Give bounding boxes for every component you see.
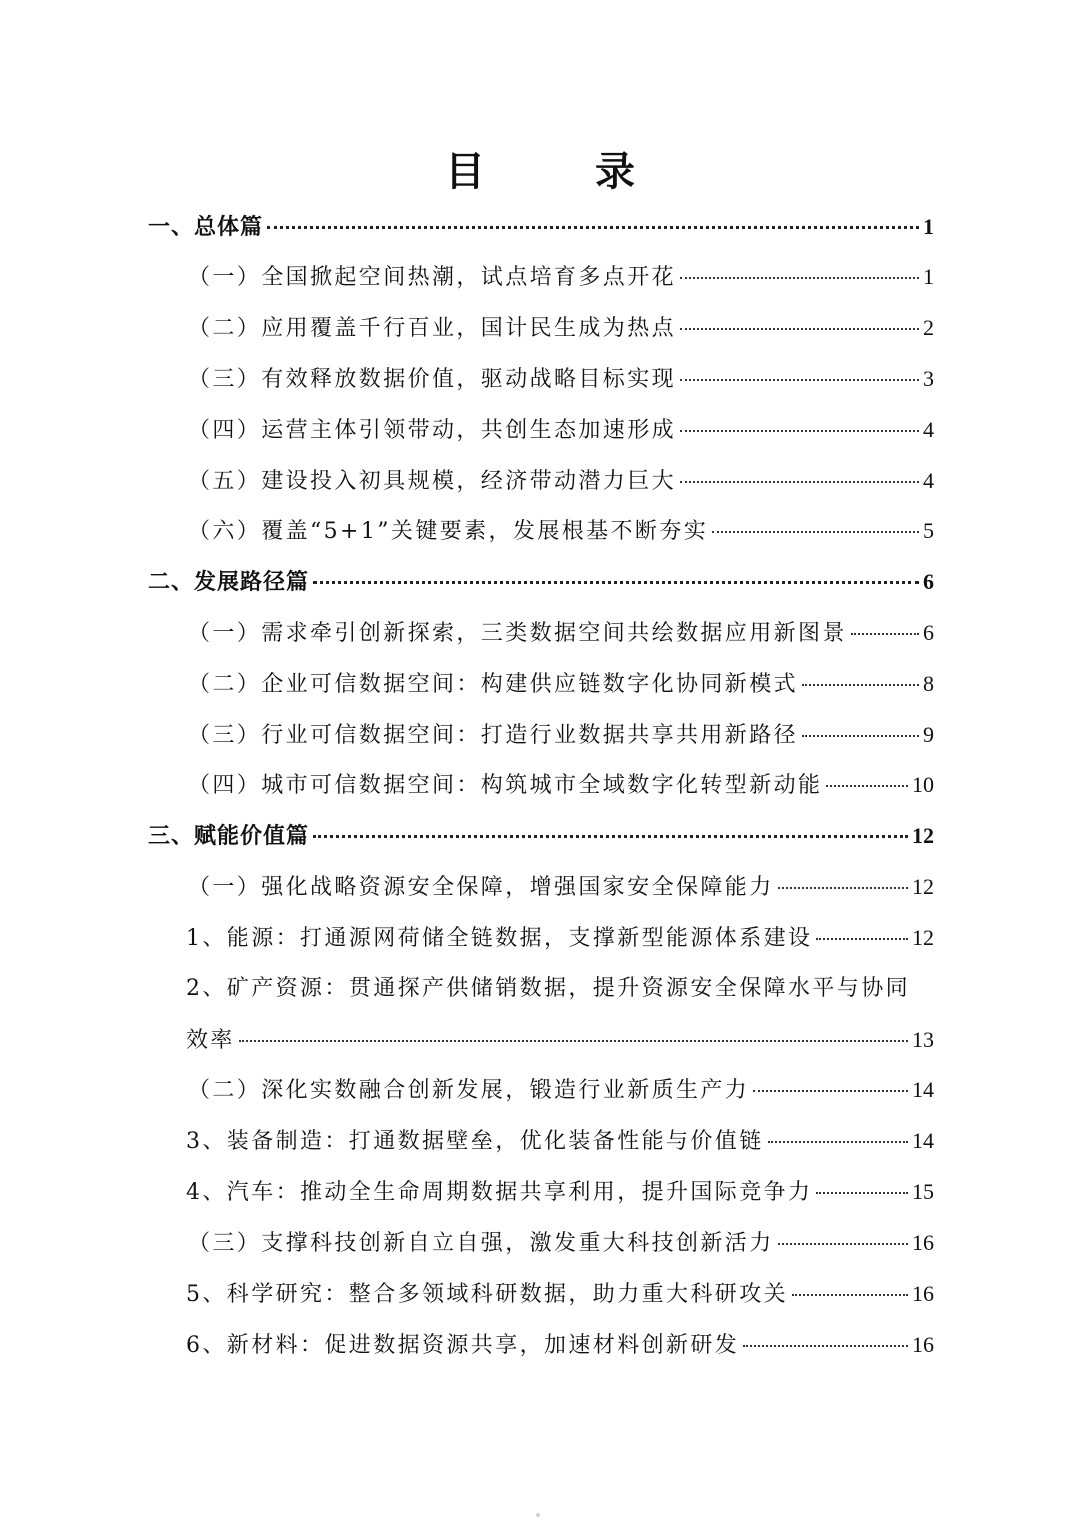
toc-entry-label: （一）强化战略资源安全保障，增强国家安全保障能力 [188, 875, 774, 900]
toc-entry[interactable] [148, 819, 934, 853]
toc-entry[interactable] [186, 1124, 934, 1159]
toc-entry-label: 6、新材料：促进数据资源共享，加速材料创新研发 [186, 1333, 740, 1358]
toc-leader [680, 430, 919, 432]
toc-entry-label: （三）行业可信数据空间：打造行业数据共享共用新路径 [188, 723, 799, 748]
toc-entry-page: 12 [912, 925, 934, 950]
toc-entry-page: 16 [912, 1230, 934, 1255]
toc-entry-label: （二）应用覆盖千行百业，国计民生成为热点 [188, 316, 677, 341]
toc-entry[interactable] [188, 870, 934, 905]
toc-leader [680, 481, 919, 483]
toc-entry-page: 9 [923, 722, 934, 747]
toc-entry[interactable] [188, 514, 934, 549]
toc-entry-label: （一）需求牵引创新探索，三类数据空间共绘数据应用新图景 [188, 621, 847, 646]
toc-entry[interactable] [148, 210, 934, 244]
toc-entry-page: 1 [923, 214, 934, 239]
toc-entry[interactable] [188, 413, 934, 448]
toc-entry-label: （三）有效释放数据价值，驱动战略目标实现 [188, 367, 677, 392]
toc-leader [239, 1040, 908, 1042]
toc-entry-label: 4、汽车：推动全生命周期数据共享利用，提升国际竞争力 [186, 1180, 813, 1205]
toc-entry-label: 效率 [186, 1028, 235, 1053]
toc-entry-label: （三）支撑科技创新自立自强，激发重大科技创新活力 [188, 1231, 774, 1256]
toc-entry[interactable] [188, 362, 934, 397]
toc-leader [680, 328, 919, 330]
toc-entry-label: 1、能源：打通源网荷储全链数据，支撑新型能源体系建设 [186, 926, 813, 951]
toc-leader [313, 581, 919, 584]
toc-entry-page: 14 [912, 1128, 934, 1153]
toc-leader [851, 633, 919, 635]
toc-entry[interactable] [188, 260, 934, 295]
toc-entry-label: 5、科学研究：整合多领域科研数据，助力重大科研攻关 [186, 1282, 788, 1307]
toc-leader [680, 379, 919, 381]
toc-leader [816, 1192, 908, 1194]
toc-leader [792, 1294, 908, 1296]
toc-leader [778, 1243, 908, 1245]
toc-entry-label: （六）覆盖“5+1”关键要素，发展根基不断夯实 [188, 519, 709, 544]
toc-leader [802, 684, 919, 686]
toc-entry[interactable] [188, 718, 934, 753]
toc-entry-page: 14 [912, 1077, 934, 1102]
toc-entry[interactable] [148, 565, 934, 599]
toc-entry[interactable] [186, 921, 934, 956]
toc-entry-page: 8 [923, 671, 934, 696]
toc-entry-label: 二、发展路径篇 [148, 569, 310, 595]
toc-entry[interactable] [186, 1023, 934, 1058]
toc-leader [743, 1345, 908, 1347]
toc-leader [778, 887, 908, 889]
toc-entry-label: （二）企业可信数据空间：构建供应链数字化协同新模式 [188, 672, 799, 697]
toc-entry[interactable] [186, 1328, 934, 1363]
toc-entry-label: （五）建设投入初具规模，经济带动潜力巨大 [188, 469, 677, 494]
toc-leader [712, 531, 919, 533]
toc-leader [768, 1141, 908, 1143]
toc-entry-label: （二）深化实数融合创新发展，锻造行业新质生产力 [188, 1078, 750, 1103]
toc-entry[interactable] [188, 464, 934, 499]
toc-entry[interactable] [188, 1073, 934, 1108]
toc-entry-label: 三、赋能价值篇 [148, 823, 310, 849]
toc-entry-page: 2 [923, 315, 934, 340]
toc-leader [267, 226, 919, 229]
toc-entry-page: 16 [912, 1332, 934, 1357]
toc-entry-page: 4 [923, 468, 934, 493]
toc-leader [680, 277, 919, 279]
toc-entry[interactable] [188, 667, 934, 702]
toc-entry[interactable] [188, 768, 934, 803]
toc-entry-page: 1 [923, 264, 934, 289]
toc-leader [826, 785, 908, 787]
toc-entry-label: 3、装备制造：打通数据壁垒，优化装备性能与价值链 [186, 1129, 764, 1154]
toc-entry-page: 15 [912, 1179, 934, 1204]
page-footer-dot [536, 1513, 540, 1517]
toc-entry-page: 12 [912, 823, 934, 848]
toc-entry-page: 13 [912, 1027, 934, 1052]
toc-entry-label: （四）运营主体引领带动，共创生态加速形成 [188, 418, 677, 443]
toc-leader [753, 1090, 908, 1092]
toc-entry[interactable] [186, 1175, 934, 1210]
toc-entry[interactable] [188, 1226, 934, 1261]
toc-entry[interactable] [186, 1277, 934, 1312]
toc-leader [802, 735, 919, 737]
toc-entry-page: 12 [912, 874, 934, 899]
toc-entry-page: 10 [912, 772, 934, 797]
toc-leader [816, 938, 908, 940]
toc-entry-label: （四）城市可信数据空间：构筑城市全域数字化转型新动能 [188, 773, 823, 798]
page-title: 目 录 [445, 148, 683, 195]
toc-leader [313, 835, 908, 838]
toc-entry[interactable] [188, 311, 934, 346]
toc-entry-page: 3 [923, 366, 934, 391]
toc-entry-page: 6 [923, 569, 934, 594]
toc-entry-label: 一、总体篇 [148, 214, 264, 240]
toc-entry-page: 6 [923, 620, 934, 645]
toc-entry-page: 16 [912, 1281, 934, 1306]
toc-entry-label-wrapped[interactable]: 2、矿产资源：贯通探产供储销数据，提升资源安全保障水平与协同 [186, 976, 910, 1001]
toc-entry-page: 5 [923, 518, 934, 543]
toc-entry-page: 4 [923, 417, 934, 442]
toc-entry-label: （一）全国掀起空间热潮，试点培育多点开花 [188, 265, 677, 290]
toc-entry[interactable] [188, 616, 934, 651]
